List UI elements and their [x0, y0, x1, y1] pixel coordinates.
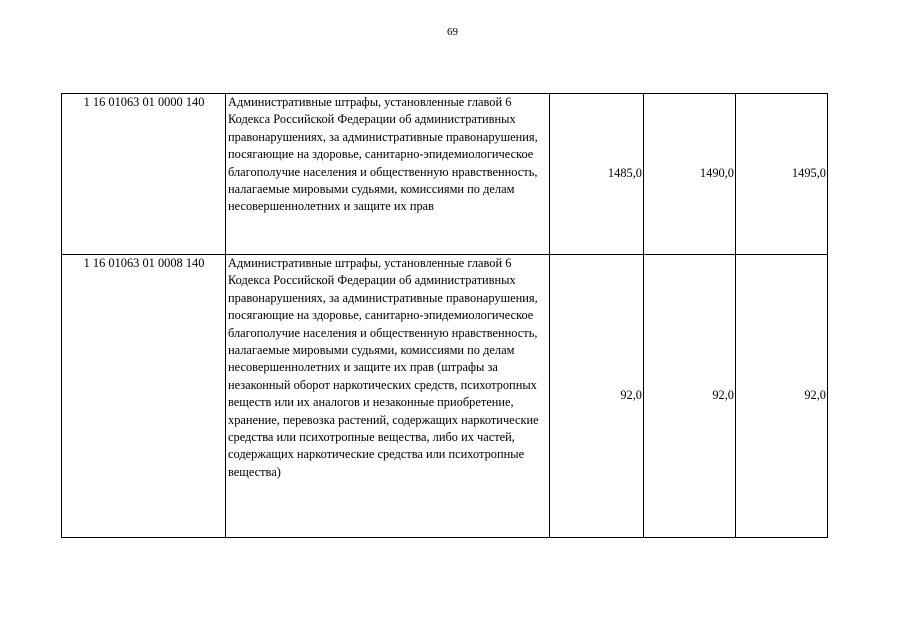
amount-year-2: 1490,0 — [644, 94, 736, 255]
amount-year-3: 92,0 — [736, 255, 828, 538]
amount-year-3: 1495,0 — [736, 94, 828, 255]
table-row — [62, 94, 828, 255]
page-number: 69 — [447, 26, 458, 38]
amount-year-2: 92,0 — [644, 255, 736, 538]
amount-year-1: 1485,0 — [550, 94, 644, 255]
amount-year-1: 92,0 — [550, 255, 644, 538]
table-row — [62, 255, 828, 538]
budget-classification-code: 1 16 01063 01 0008 140 — [62, 255, 226, 538]
budget-classification-code: 1 16 01063 01 0000 140 — [62, 94, 226, 255]
revenue-description: Административные штрафы, установленные главой 6 Кодекса Российской Федерации об административных правонарушениях, за административные правонарушения, посягающие на здоровье, санитарно-эпидемиологическое благополучие населения и общественную нравственность, налагаемые мировыми судьями, комиссиями по делам несовершеннолетних и защите их прав (штрафы за незаконный оборот наркотических средств, психотропных веществ или их аналогов и незаконные приобретение, хранение, перевозка растений, содержащих наркотические средства или психотропные вещества, либо их частей, содержащих наркотические средства или психотропные вещества) — [226, 255, 550, 538]
revenue-description: Административные штрафы, установленные главой 6 Кодекса Российской Федерации об административных правонарушениях, за административные правонарушения, посягающие на здоровье, санитарно-эпидемиологическое благополучие населения и общественную нравственность, налагаемые мировыми судьями, комиссиями по делам несовершеннолетних и защите их прав — [226, 94, 550, 255]
budget-revenue-table — [61, 93, 828, 538]
